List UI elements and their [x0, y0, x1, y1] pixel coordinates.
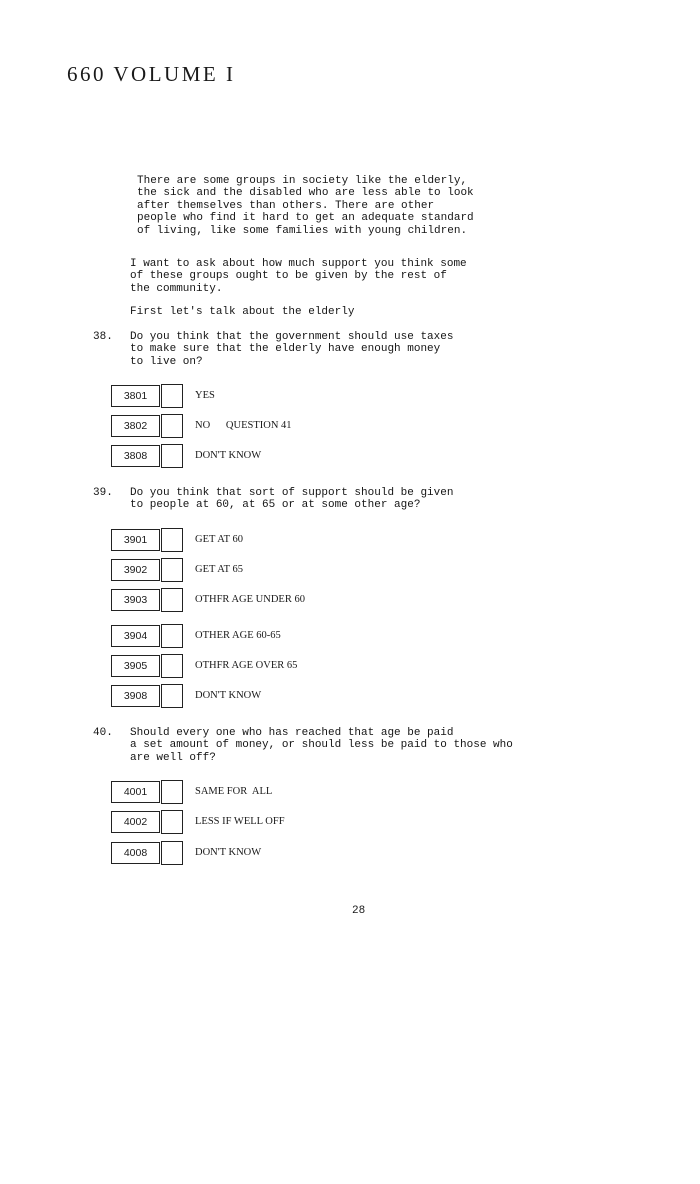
intro-paragraph-groups: There are some groups in society like the elderly, the sick and the disabled who are less able to look after themselves than others. There are other people who find it hard to get an adequate standard of living, like some families with young children.: [137, 175, 474, 237]
code-box-4001: 4001: [111, 781, 160, 803]
question-40-number: 40.: [93, 727, 113, 739]
option-label-3902: GET AT 65: [195, 564, 244, 575]
code-box-3801: 3801: [111, 385, 160, 407]
question-39-text: Do you think that sort of support should be given to people at 60, at 65 or at some other age?: [130, 487, 454, 512]
intro-paragraph-elderly: First let's talk about the elderly: [130, 306, 355, 318]
code-box-3902: 3902: [111, 559, 160, 581]
question-40-text: Should every one who has reached that age be paid a set amount of money, or should less be paid to those who are well off?: [130, 727, 513, 764]
option-label-4002: LESS IF WELL OFF: [195, 816, 285, 827]
answer-checkbox-3905[interactable]: [161, 654, 183, 678]
option-label-3905: OTHFR AGE OVER 65: [195, 660, 298, 671]
code-box-3908: 3908: [111, 685, 160, 707]
page-number: 28: [352, 905, 366, 917]
intro-paragraph-support: I want to ask about how much support you think some of these groups ought to be given by the rest of the community.: [130, 258, 467, 295]
question-38-number: 38.: [93, 331, 113, 343]
answer-checkbox-3801[interactable]: [161, 384, 183, 408]
code-box-4008: 4008: [111, 842, 160, 864]
code-box-3901: 3901: [111, 529, 160, 551]
option-label-4008: DON'T KNOW: [195, 847, 262, 858]
page-header-title: 660 VOLUME I: [67, 62, 236, 86]
code-box-3903: 3903: [111, 589, 160, 611]
option-label-3801: YES: [195, 390, 215, 401]
code-box-4002: 4002: [111, 811, 160, 833]
question-38-text: Do you think that the government should use taxes to make sure that the elderly have enough money to live on?: [130, 331, 454, 368]
option-label-3901: GET AT 60: [195, 534, 244, 545]
answer-checkbox-4002[interactable]: [161, 810, 183, 834]
answer-checkbox-3802[interactable]: [161, 414, 183, 438]
option-label-3808: DON'T KNOW: [195, 450, 262, 461]
code-box-3808: 3808: [111, 445, 160, 467]
option-label-4001: SAME FOR ALL: [195, 786, 273, 797]
option-label-3904: OTHER AGE 60-65: [195, 630, 281, 641]
answer-checkbox-3902[interactable]: [161, 558, 183, 582]
answer-checkbox-3903[interactable]: [161, 588, 183, 612]
question-39-number: 39.: [93, 487, 113, 499]
answer-checkbox-4008[interactable]: [161, 841, 183, 865]
answer-checkbox-4001[interactable]: [161, 780, 183, 804]
answer-checkbox-3808[interactable]: [161, 444, 183, 468]
answer-checkbox-3904[interactable]: [161, 624, 183, 648]
option-label-3903: OTHFR AGE UNDER 60: [195, 594, 305, 605]
option-label-3908: DON'T KNOW: [195, 690, 262, 701]
option-label-3802: NO QUESTION 41: [195, 420, 292, 431]
answer-checkbox-3908[interactable]: [161, 684, 183, 708]
code-box-3904: 3904: [111, 625, 160, 647]
code-box-3905: 3905: [111, 655, 160, 677]
answer-checkbox-3901[interactable]: [161, 528, 183, 552]
code-box-3802: 3802: [111, 415, 160, 437]
